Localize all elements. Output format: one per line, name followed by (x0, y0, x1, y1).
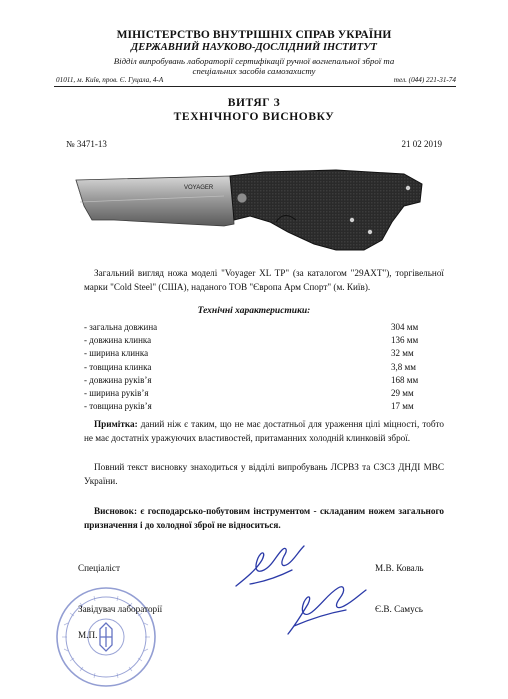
spec-value: 304 мм (391, 322, 419, 332)
ministry-heading: МІНІСТЕРСТВО ВНУТРІШНІХ СПРАВ УКРАЇНИ (116, 29, 392, 41)
knife-handle (230, 170, 422, 250)
head-signature (282, 580, 372, 640)
specialist-label: Спеціаліст (78, 563, 120, 573)
knife-photo (74, 166, 434, 258)
spec-row (84, 374, 444, 387)
phone-text: тел. (044) 221-31-74 (393, 76, 456, 84)
spec-label: - товщина руків’я (84, 401, 152, 412)
intro-paragraph: Загальний вигляд ножа моделі "Voyager XL TP" (за каталогом "29AXT"), торгівельної марки "Cold Steel" (США), наданого ТОВ "Європа Арм Спорт" (м. Київ). (84, 268, 444, 292)
document-date: 21 02 2019 (401, 139, 442, 149)
official-stamp (54, 585, 158, 689)
spec-row (84, 361, 444, 374)
spec-value: 3,8 мм (391, 361, 416, 372)
specs-list (84, 321, 444, 413)
spec-value: 17 мм (391, 401, 414, 412)
note-text: даний ніж є таким, що не має достатньої для ураження цілі міцності, тобто не має достатніх уражуючих властивостей, притаманних холодній клинковій зброї. (84, 419, 444, 443)
spec-row (84, 387, 444, 400)
spec-value: 32 мм (391, 348, 414, 359)
document-title-line-2: ТЕХНІЧНОГО ВИСНОВКУ (173, 111, 335, 123)
department-line-1: Відділ випробувань лабораторії сертифікації ручної вогнепальної зброї та (113, 56, 395, 66)
spec-label: - довжина руків’я (84, 374, 152, 385)
spec-row (84, 400, 444, 413)
address-text: 01011, м. Київ, пров. Є. Гуцала, 4-А (56, 76, 164, 84)
spec-label: - ширина клинка (84, 348, 149, 359)
header-divider (54, 86, 456, 87)
knife-blade (76, 176, 234, 226)
department-line-2: спеціальних засобів самозахисту (192, 66, 316, 76)
spec-row (84, 334, 444, 347)
spec-label: - ширина руків’я (84, 387, 149, 398)
spec-row (84, 321, 444, 334)
head-of-lab-name: Є.В. Самусь (375, 604, 423, 614)
specialist-name: М.В. Коваль (375, 563, 424, 573)
conclusion-label: Висновок: (94, 506, 138, 516)
specs-heading: Технічні характеристики: (197, 306, 311, 316)
conclusion-text: є господарсько-побутовим інструментом - складаним ножем загального призначення і до холодної зброї не відноситься. (84, 506, 444, 530)
full-text-paragraph: Повний текст висновку знаходиться у відділі випробувань ЛСРВЗ та СЗСЗ ДНДІ МВС України. (84, 462, 444, 486)
spec-label: - товщина клинка (84, 361, 152, 372)
spec-value: 29 мм (391, 387, 414, 398)
conclusion-paragraph (84, 505, 444, 532)
spec-value: 136 мм (391, 335, 419, 346)
spec-row (84, 347, 444, 360)
document-title-line-1: ВИТЯГ З (227, 97, 281, 109)
spec-label: - довжина клинка (84, 335, 152, 346)
document-number: № 3471-13 (66, 139, 107, 149)
spec-label: - загальна довжина (84, 322, 158, 332)
seal-label: М.П. (78, 630, 98, 640)
institute-heading: ДЕРЖАВНИЙ НАУКОВО-ДОСЛІДНИЙ ІНСТИТУТ (131, 42, 377, 53)
blade-logo-text: VOYAGER (184, 185, 214, 191)
department-heading (0, 56, 508, 76)
spec-value: 168 мм (391, 374, 419, 385)
note-paragraph (84, 418, 444, 445)
note-label: Примітка: (94, 419, 138, 429)
head-of-lab-label: Завідувач лабораторії (78, 604, 163, 614)
